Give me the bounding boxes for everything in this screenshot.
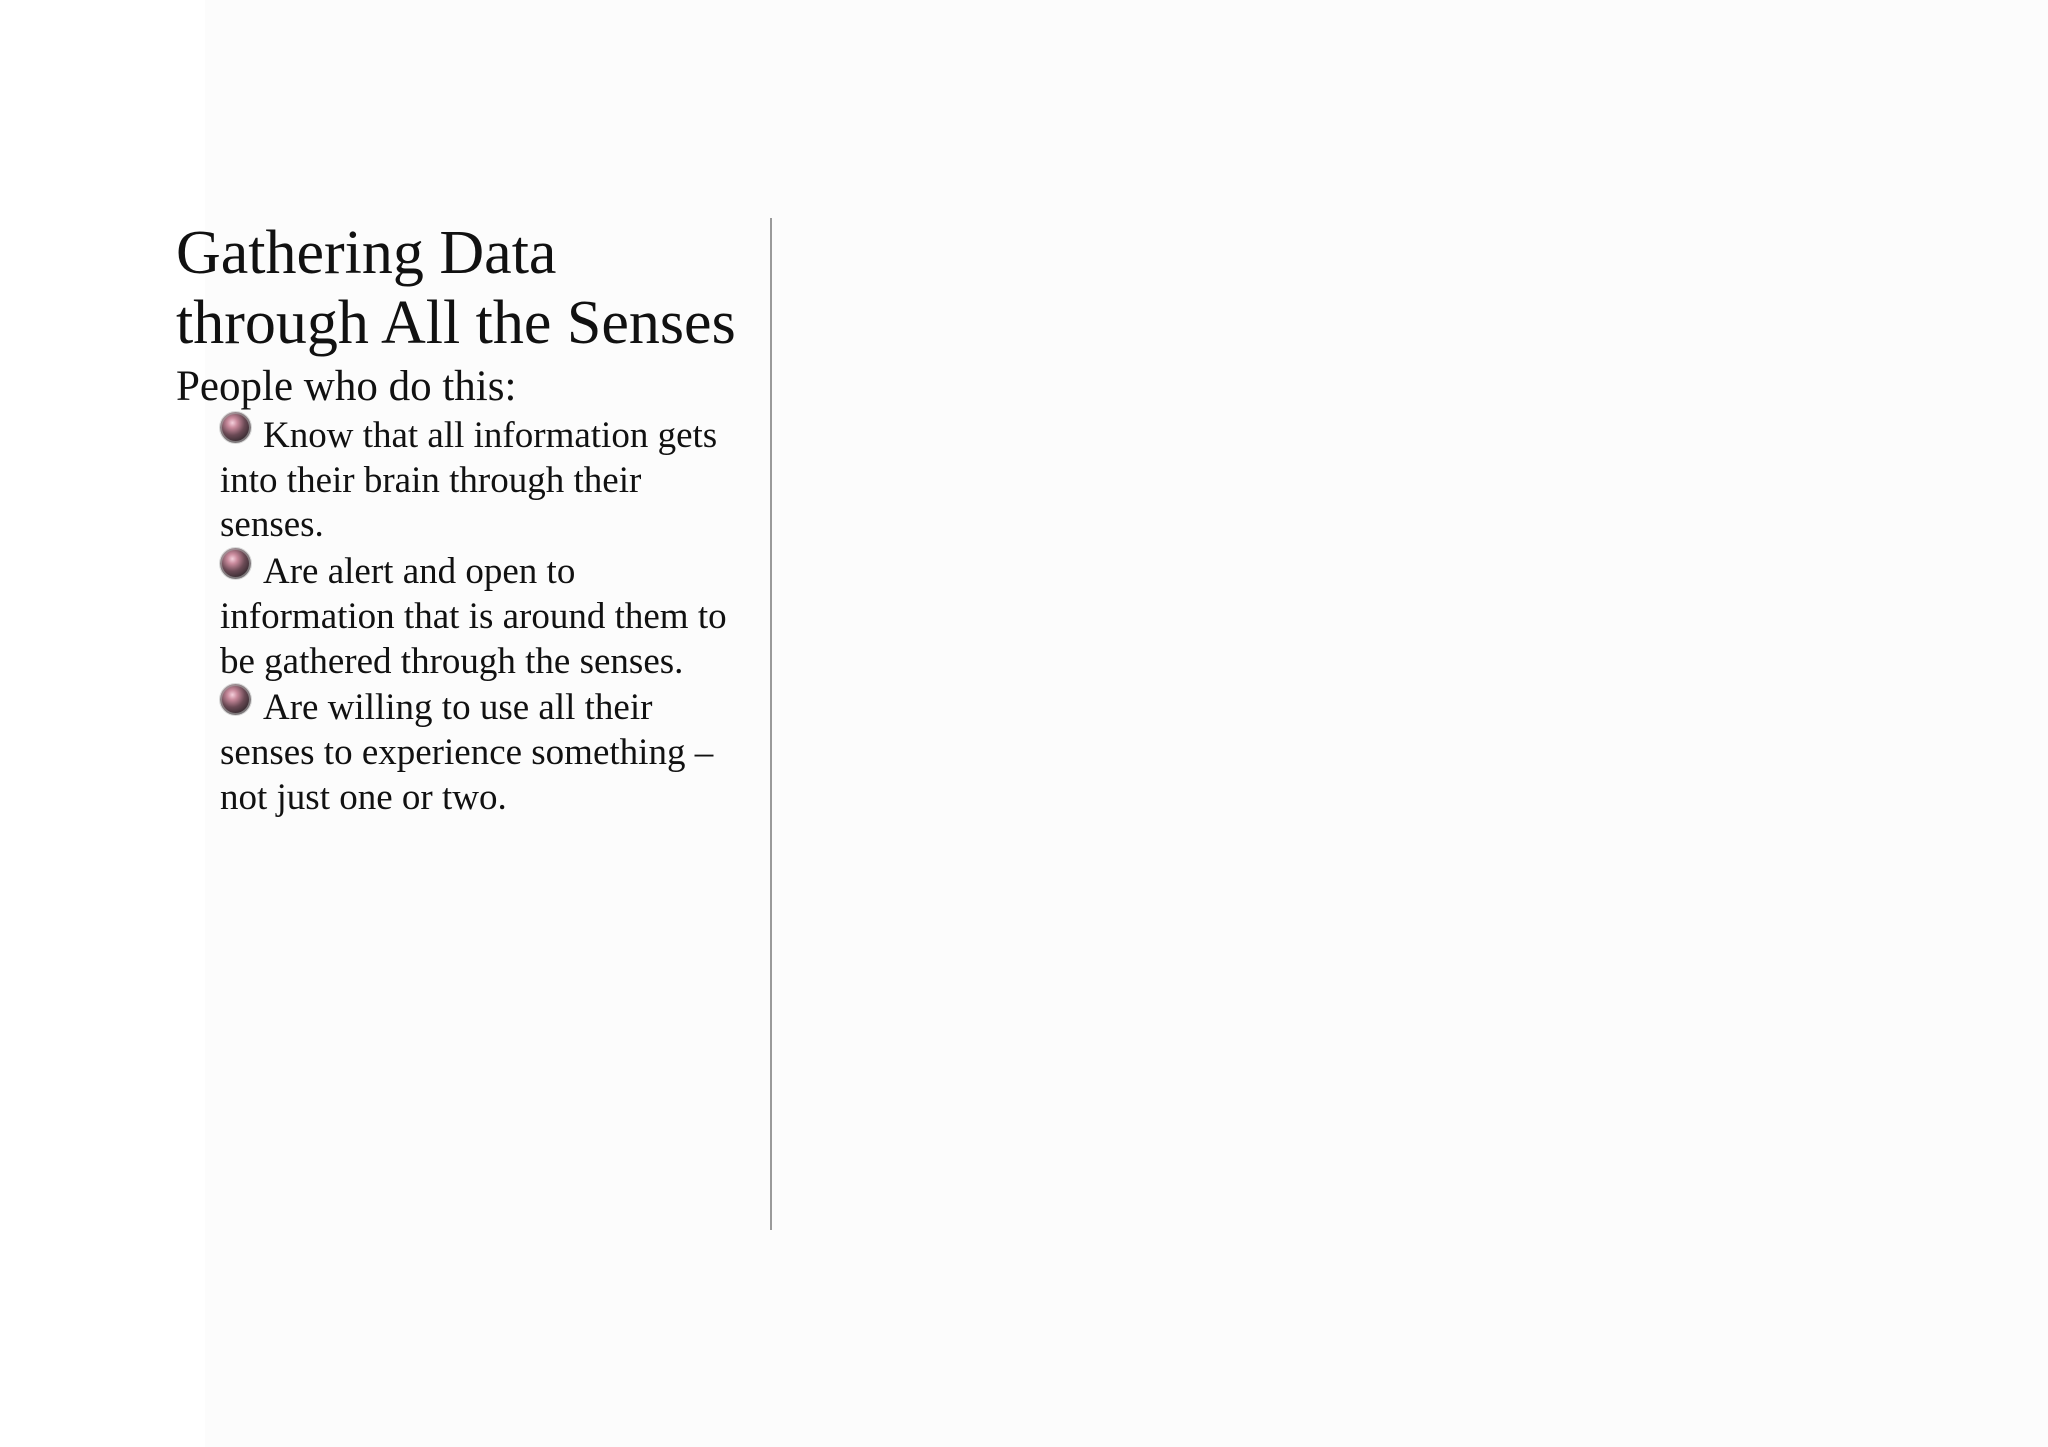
left-column xyxy=(176,218,736,820)
bullet-text: Are willing to use all their senses to experience something – not just one or two. xyxy=(220,687,714,818)
bullet-text: Know that all information gets into their brain through their senses. xyxy=(220,415,718,546)
bullet-text: Are alert and open to information that is around them to be gathered through the senses. xyxy=(220,551,727,682)
list-item xyxy=(220,548,736,684)
column-divider xyxy=(770,218,772,1230)
list-item xyxy=(220,684,736,820)
page-title: Gathering Data through All the Senses xyxy=(176,219,736,357)
intro-text: People who do this: xyxy=(176,363,517,410)
bullet-list xyxy=(176,412,736,820)
list-item xyxy=(220,412,736,548)
ball-bullet-icon xyxy=(220,548,251,579)
ball-bullet-icon xyxy=(220,684,251,715)
ball-bullet-icon xyxy=(220,412,251,443)
